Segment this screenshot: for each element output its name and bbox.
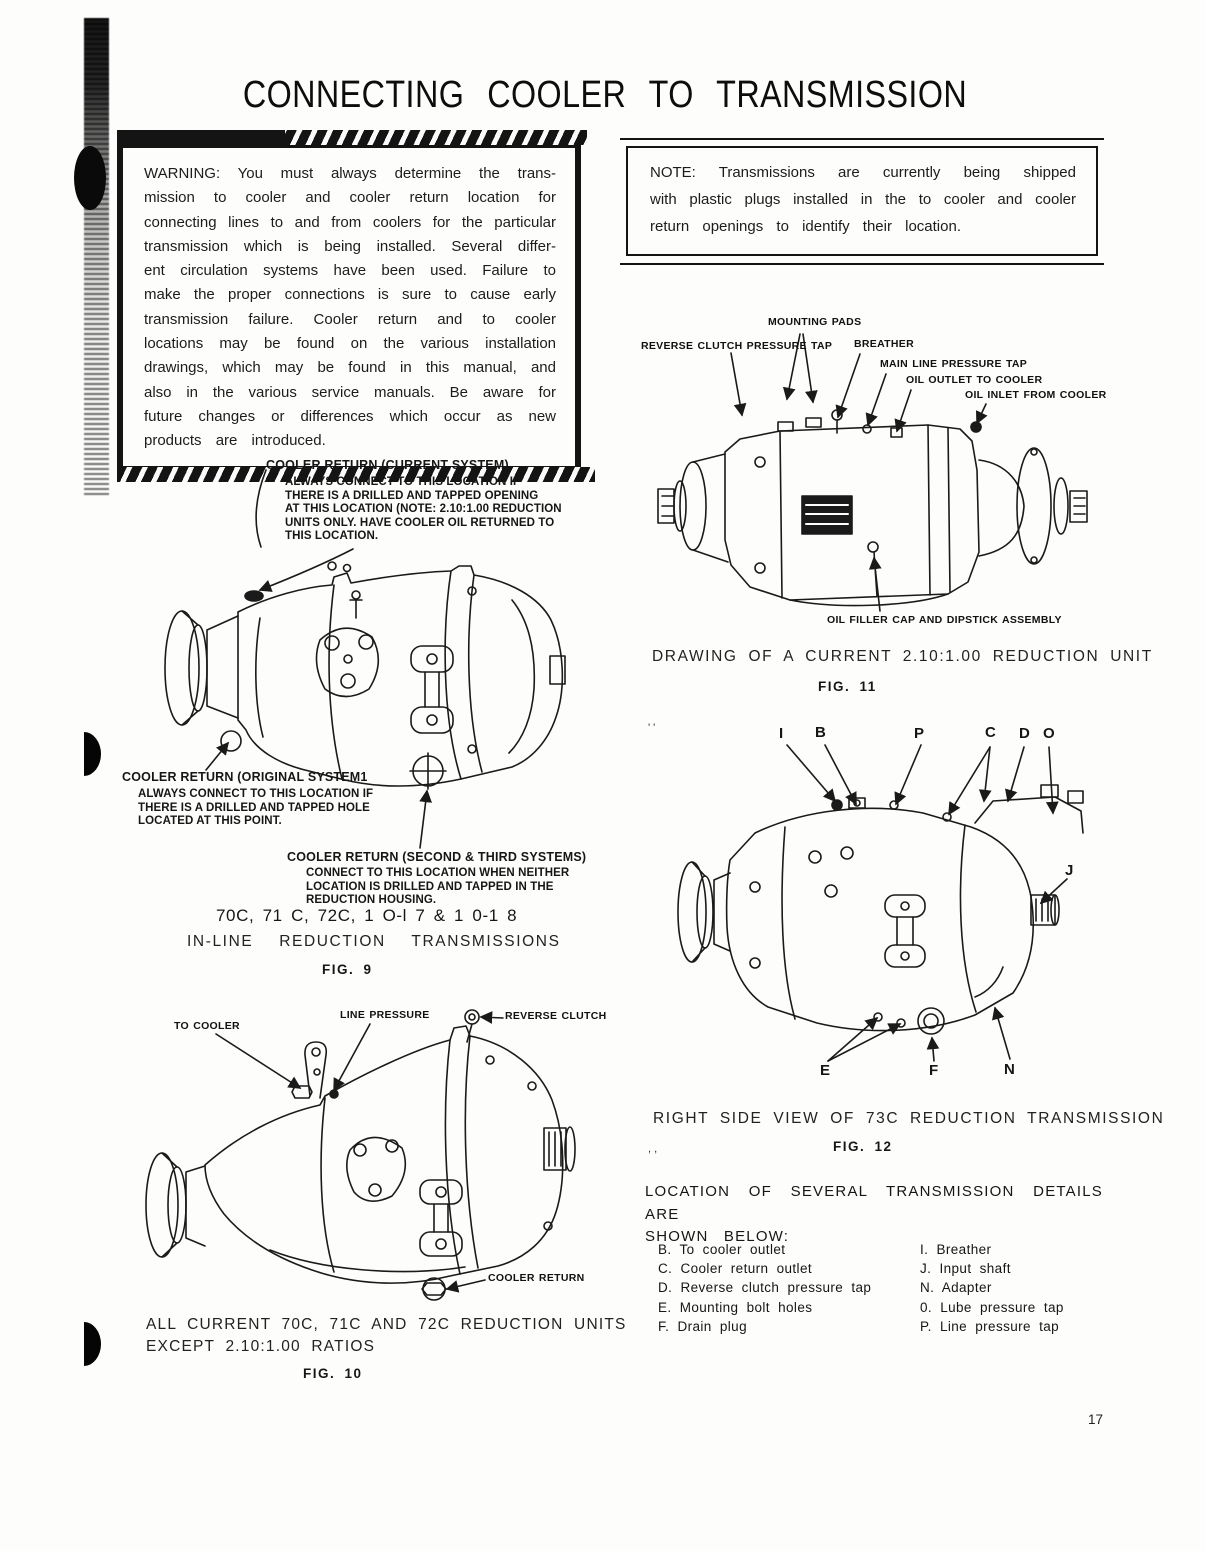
page-number: 17	[1088, 1412, 1104, 1427]
fig10-label-cooler-return: COOLER RETURN	[488, 1272, 585, 1284]
fig12-letter-p: P	[914, 725, 925, 742]
details-heading: LOCATION OF SEVERAL TRANSMISSION DETAILS ARE SHOWN BELOW:	[645, 1183, 1103, 1245]
fig10-diagram	[120, 1000, 610, 1310]
fig12-letter-n: N	[1004, 1061, 1015, 1078]
fig9-ann-current-body: ALWAYS CONNECT TO THIS LOCATION IF THERE IS A DRILLED AND TAPPED OPENING AT THIS LOCATION (NOTE: 2.10:1.00 REDUCTION UNITS ONLY. HAVE COOLER OIL RETURNED TO THIS LOCATION.	[285, 476, 562, 543]
warning-text: WARNING: You must always determine the trans- mission to cooler and cooler return location for connecting lines to and from coolers for the particular transmission which is being installed. Several differ- ent circulation systems have been used. Failure to make the proper connections is sure to cause early transmission failure. Cooler return and to cooler locations may be found on the various installation drawings, which may be found in this manual, and also in the various service manuals. Be aware for future changes or differences which occur as new products are introduced.	[144, 165, 556, 450]
fig12-diagram	[635, 705, 1110, 1095]
details-list-left: B. To cooler outlet C. Cooler return outlet D. Reverse clutch pressure tap E. Mounting bolt holes F. Drain plug	[658, 1242, 872, 1334]
details-list-right: I. Breather J. Input shaft N. Adapter 0. Lube pressure tap P. Line pressure tap	[920, 1242, 1064, 1334]
fig9-caption-models: 70C, 71 C, 72C, 1 O-l 7 & 1 0-1 8	[216, 906, 518, 925]
fig12-letter-c: C	[985, 724, 996, 741]
fig12-letter-i: I	[779, 725, 784, 742]
page-title: CONNECTING COOLER TO TRANSMISSION	[242, 74, 968, 116]
fig12-stray-mark-caption: , ,	[648, 1143, 658, 1155]
fig11-figure-label: FIG. 11	[818, 679, 877, 694]
fig12-figure-label: FIG. 12	[833, 1139, 893, 1154]
fig9-ann-original-title: COOLER RETURN (ORIGINAL SYSTEM1	[122, 770, 368, 784]
fig12-letter-b: B	[815, 724, 826, 741]
fig10-label-reverse-clutch: REVERSE CLUTCH	[505, 1010, 607, 1022]
warning-box-inner	[117, 145, 581, 469]
note-box-inner	[626, 146, 1098, 256]
note-text: NOTE: Transmissions are currently being shipped with plastic plugs installed in the to cooler and cooler return openings to identify their location.	[650, 164, 1076, 235]
fig12-letter-e: E	[820, 1062, 831, 1079]
fig9-caption-type: IN-LINE REDUCTION TRANSMISSIONS	[187, 933, 561, 950]
fig11-label-breather: BREATHER	[854, 338, 914, 350]
fig11-label-oil-inlet: OIL INLET FROM COOLER	[965, 389, 1107, 401]
fig12-letter-d: D	[1019, 725, 1030, 742]
fig12-letter-j: J	[1065, 862, 1074, 879]
fig10-figure-label: FIG. 10	[303, 1366, 363, 1381]
fig10-label-line-pressure: LINE PRESSURE	[340, 1009, 430, 1021]
fig12-letter-f: F	[929, 1062, 939, 1079]
fig11-label-reverse-clutch-tap: REVERSE CLUTCH PRESSURE TAP	[641, 340, 833, 352]
fig9-ann-current-title: COOLER RETURN (CURRENT SYSTEM)	[266, 458, 509, 472]
fig10-label-to-cooler: TO COOLER	[174, 1020, 240, 1032]
fig12-stray-mark-top: ' '	[648, 722, 656, 734]
fig12-caption: RIGHT SIDE VIEW OF 73C REDUCTION TRANSMISSION	[653, 1110, 1165, 1127]
scan-blob-artifact	[74, 146, 106, 210]
fig11-label-oil-filler: OIL FILLER CAP AND DIPSTICK ASSEMBLY	[827, 614, 1062, 626]
fig11-caption: DRAWING OF A CURRENT 2.10:1.00 REDUCTION UNIT	[652, 648, 1153, 665]
fig11-label-main-line-tap: MAIN LINE PRESSURE TAP	[880, 358, 1028, 370]
fig11-label-mounting-pads: MOUNTING PADS	[768, 316, 862, 328]
fig9-figure-label: FIG. 9	[322, 962, 373, 977]
scan-crescent-artifact	[84, 1322, 101, 1366]
fig12-letter-o: O	[1043, 725, 1055, 742]
fig11-label-oil-outlet: OIL OUTLET TO COOLER	[906, 374, 1043, 386]
fig10-caption: ALL CURRENT 70C, 71C AND 72C REDUCTION UNITS EXCEPT 2.10:1.00 RATIOS	[146, 1316, 627, 1355]
fig9-ann-second-title: COOLER RETURN (SECOND & THIRD SYSTEMS)	[287, 850, 587, 864]
fig9-ann-original-body: ALWAYS CONNECT TO THIS LOCATION IF THERE IS A DRILLED AND TAPPED HOLE LOCATED AT THIS POINT.	[138, 788, 374, 828]
fig12-art	[678, 745, 1083, 1061]
fig10-art	[146, 1010, 575, 1300]
fig9-ann-second-body: CONNECT TO THIS LOCATION WHEN NEITHER LOCATION IS DRILLED AND TAPPED IN THE REDUCTION HOUSING.	[306, 867, 570, 907]
note-box	[620, 138, 1104, 265]
fig10-leader-lines	[216, 1017, 503, 1289]
warning-hatch-top	[117, 130, 587, 145]
warning-box	[117, 130, 581, 482]
fig12-leader-lines	[787, 745, 1067, 1061]
scan-crescent-artifact	[84, 732, 101, 776]
